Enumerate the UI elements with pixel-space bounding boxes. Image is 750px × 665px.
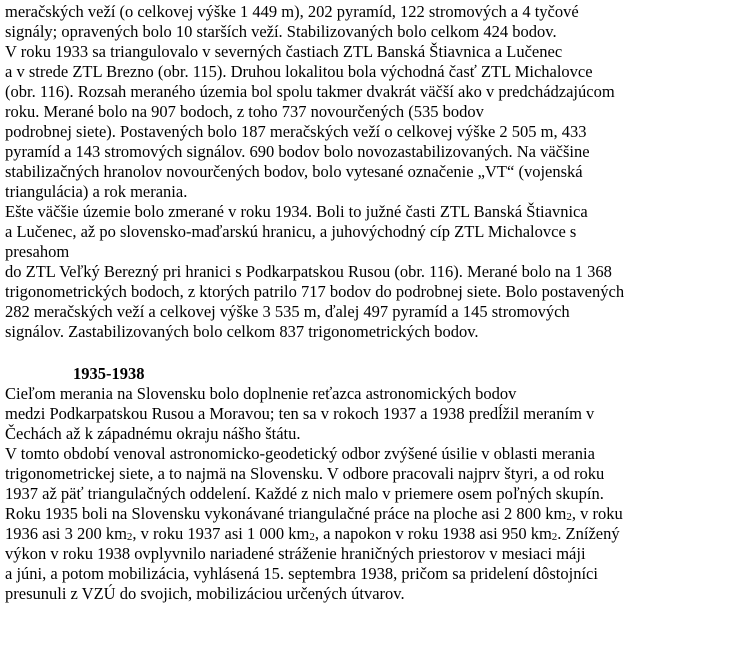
text-line: trigonometrickej siete, a to najmä na Slovensku. V odbore pracovali najprv štyri, a od roku — [5, 464, 605, 483]
text-line: Čechách až k západnému okraju nášho štátu. — [5, 424, 301, 443]
text-line: triangulácia) a rok merania. — [5, 182, 188, 201]
text-line: a Lučenec, až po slovensko-maďarskú hranicu, a juhovýchodný cíp ZTL Michalovce s — [5, 222, 577, 241]
text-line: a júni, a potom mobilizácia, vyhlásená 15. septembra 1938, pričom sa pridelení dôstojníci — [5, 564, 598, 583]
text-line: presunuli z VZÚ do svojich, mobilizáciou určených útvarov. — [5, 584, 405, 603]
text-segment: , v roku — [571, 504, 623, 523]
text-line: roku. Merané bolo na 907 bodoch, z toho 737 novourčených (535 bodov — [5, 102, 484, 121]
text-line: Ešte väčšie územie bolo zmerané v roku 1934. Boli to južné časti ZTL Banská Štiavnica — [5, 202, 588, 221]
text-line: a v strede ZTL Brezno (obr. 115). Druhou lokalitou bola východná časť ZTL Michalovce — [5, 62, 593, 81]
text-segment: 1936 asi 3 200 km — [5, 524, 127, 543]
text-line: (obr. 116). Rozsah meraného územia bol spolu takmer dvakrát väčší ako v predchádzajúcom — [5, 82, 615, 101]
text-line: 282 meračských veží a celkovej výške 3 535 m, ďalej 497 pyramíd a 145 stromových — [5, 302, 570, 321]
text-line: do ZTL Veľký Berezný pri hranici s Podkarpatskou Rusou (obr. 116). Merané bolo na 1 368 — [5, 262, 612, 281]
text-line: trigonometrických bodoch, z ktorých patrilo 717 bodov do podrobnej siete. Bolo postavených — [5, 282, 625, 301]
text-line: meračských veží (o celkovej výške 1 449 m), 202 pyramíd, 122 stromových a 4 tyčové — [5, 2, 579, 21]
unit-exponent: 2 — [551, 531, 558, 543]
text-line: V roku 1933 sa triangulovalo v severných častiach ZTL Banská Štiavnica a Lučenec — [5, 42, 563, 61]
section-heading: 1935-1938 — [73, 364, 145, 383]
text-line: medzi Podkarpatskou Rusou a Moravou; ten sa v rokoch 1937 a 1938 predĺžil meraním v — [5, 404, 595, 423]
text-line: stabilizačných hranolov novourčených bodov, bolo vytesané označenie „VT“ (vojenská — [5, 162, 583, 181]
text-line: signály; opravených bolo 10 starších veží. Stabilizovaných bolo celkom 424 bodov. — [5, 22, 557, 41]
text-line: presahom — [5, 242, 70, 261]
text-segment: Roku 1935 boli na Slovensku vykonávané triangulačné práce na ploche asi 2 800 km — [5, 504, 567, 523]
text-segment: , v roku 1937 asi 1 000 km — [132, 524, 310, 543]
text-segment: , a napokon v roku 1938 asi 950 km — [314, 524, 552, 543]
unit-exponent: 2 — [126, 531, 133, 543]
text-line: V tomto období venoval astronomicko-geodetický odbor zvýšené úsilie v oblasti merania — [5, 444, 595, 463]
text-line: výkon v roku 1938 ovplyvnilo nariadené stráženie hraničných priestorov v mesiaci máji — [5, 544, 586, 563]
unit-exponent: 2 — [566, 511, 572, 523]
text-line: Cieľom merania na Slovensku bolo doplnenie reťazca astronomických bodov — [5, 384, 517, 403]
unit-exponent: 2 — [309, 531, 315, 543]
text-line: signálov. Zastabilizovaných bolo celkom 837 trigonometrických bodov. — [5, 322, 479, 341]
text-line: pyramíd a 143 stromových signálov. 690 bodov bolo novozastabilizovaných. Na väčšine — [5, 142, 590, 161]
text-line: 1937 až päť triangulačných oddelení. Každé z nich malo v priemere osem poľných skupín. — [5, 484, 604, 503]
text-line: podrobnej siete). Postavených bolo 187 meračských veží o celkovej výške 2 505 m, 433 — [5, 122, 587, 141]
text-segment: . Znížený — [557, 524, 620, 543]
